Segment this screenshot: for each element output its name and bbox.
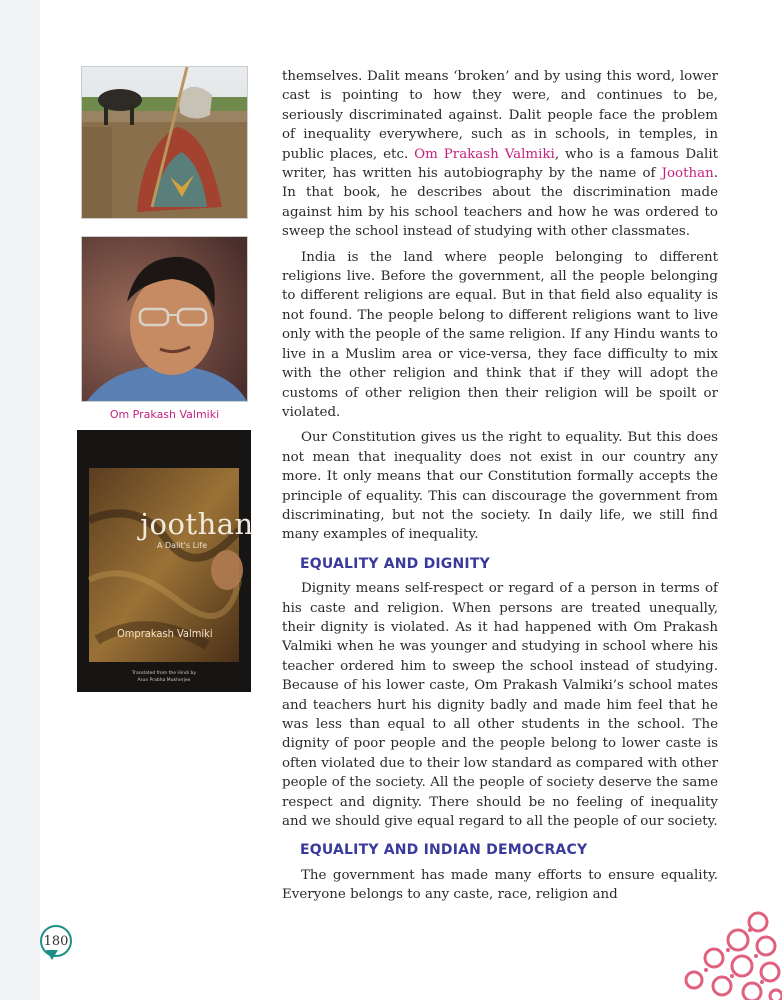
- book-author: Omprakash Valmiki: [117, 627, 213, 640]
- paragraph-constitution: Our Constitution gives us the right to equality. But this does not mean that inequality does not exist in our country any more. It only means that our Constitution formally accepts the principle of equality. This can discourage the government from discriminating, but not the society. In daily life, we still find many examples of inequality.: [282, 430, 718, 543]
- paragraph-democracy: The government has made many efforts to ensure equality. Everyone belongs to any caste, race, religion and: [282, 867, 718, 903]
- paragraph-dignity: Dignity means self-respect or regard of a person in terms of his caste and religion. When persons are treated unequally, their dignity is violated. As it had happened with Om Prakash Valmiki when he was younger and studying in school where his teacher ordered him to sweep the school instead of studying. Because of his lower caste, Om Prakash Valmiki’s school mates and teachers hurt his dignity badly and made him feel that he was less than equal to all other students in the school. The dignity of poor people and the people belong to lower caste is often violated due to their low standard as compared with other people of the society. All the people of society deserve the same respect and dignity. There should be no feeling of inequality and we should give equal regard to all the people of our society.: [282, 581, 718, 830]
- main-text-column: [282, 67, 718, 911]
- heading-equality-democracy: EQUALITY AND INDIAN DEMOCRACY: [300, 842, 588, 859]
- book-cover-joothan: [77, 430, 254, 692]
- page-number: 180: [40, 925, 72, 957]
- paragraph-religion: India is the land where people belonging to different religions live. Before the government, all the people belonging to different religions are equal. But in that field also equality is not found. The people belong to different religions want to live only with the people of the same religion. If any Hindu wants to live in a Muslim area or vice-versa, they face difficulty to mix with the other religion and think that if they will adopt the customs of other religion then their religion will be spoilt or violated.: [282, 249, 718, 420]
- highlight-valmiki: Om Prakash Valmiki: [414, 146, 555, 162]
- left-margin-strip: [0, 0, 40, 1000]
- photo-om-prakash-valmiki: [82, 237, 247, 401]
- book-translator: Translated from the Hindi by Arun Prabha Mukherjee: [132, 671, 196, 683]
- decorative-circles: [670, 900, 782, 1000]
- paragraph-dalit: themselves. Dalit means ‘broken’ and by using this word, lower cast is pointing to how they were, and continues to be, seriously discriminated against. Dalit people face the problem of inequality everywhere, such as in schools, in temples, in public places, etc. Om Prakash Valmiki, who is a famous Dalit writer, has written his autobiography by the name of Joothan. In that book, he describes about the discrimination made against him by his school teachers and how he was ordered to sweep the school instead of studying with other classmates.: [282, 69, 719, 240]
- page-number-pin-tail: [46, 950, 58, 960]
- photo-caption: Om Prakash Valmiki: [109, 408, 220, 421]
- book-title: joothan: [140, 507, 254, 541]
- photo-elderly-woman-field: [82, 67, 247, 218]
- heading-equality-dignity: EQUALITY AND DIGNITY: [300, 555, 490, 572]
- highlight-joothan: Joothan: [661, 166, 714, 182]
- book-subtitle: A Dalit's Life: [157, 541, 207, 550]
